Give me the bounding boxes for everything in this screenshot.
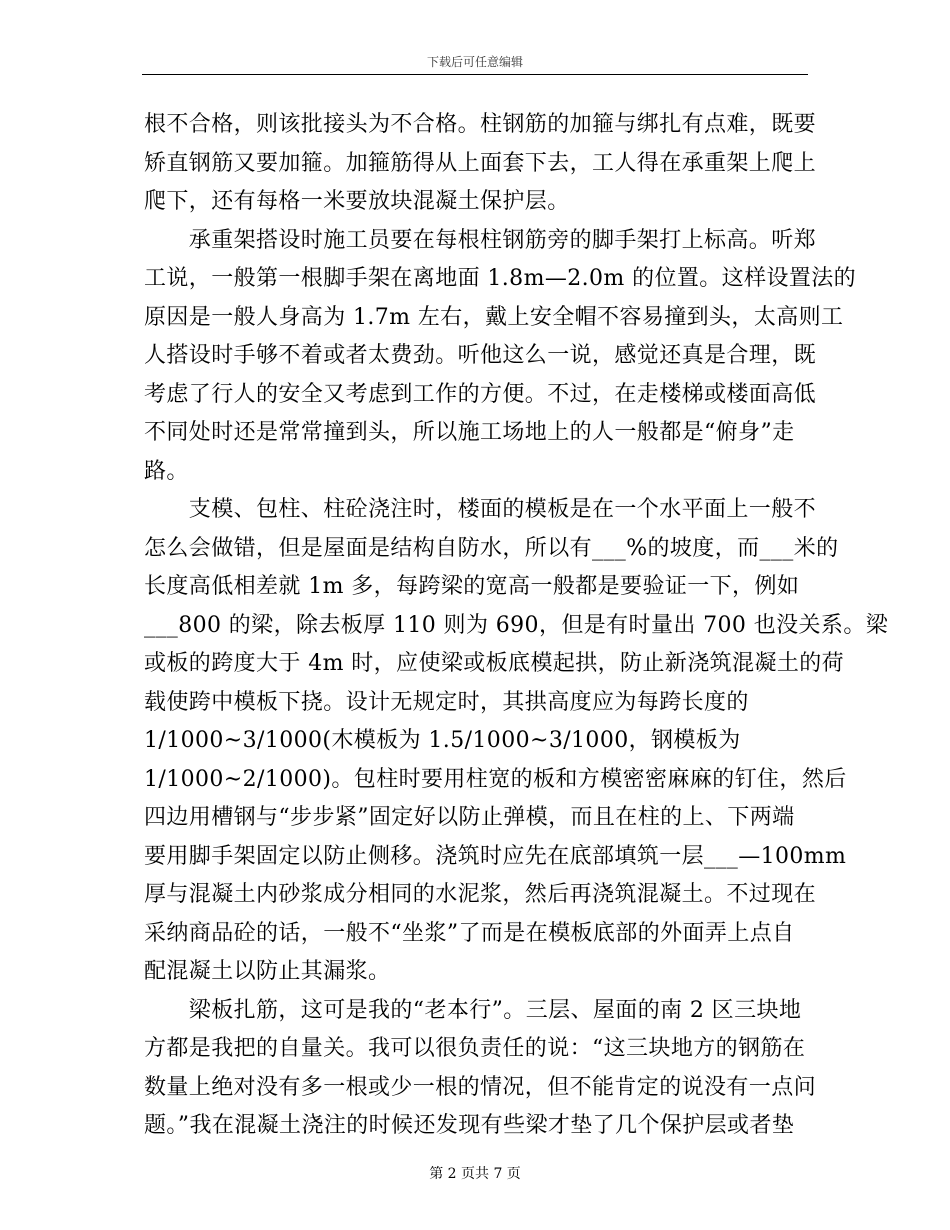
text-line: 原因是一般人身高为 1.7m 左右，戴上安全帽不容易撞到头，太高则工 (144, 304, 844, 330)
text-line: 或板的跨度大于 4m 时，应使梁或板底模起拱，防止新浇筑混凝土的荷 (144, 651, 845, 676)
text-line: 工说，一般第一根脚手架在离地面 1.8m—2.0m 的位置。这样设置法的 (144, 266, 857, 291)
text-line: 四边用槽钢与“步步紧”固定好以防止弹模，而且在柱的上、下两端 (144, 805, 795, 830)
text-line: 1/1000~2/1000)。包柱时要用柱宽的板和方模密密麻麻的钉住，然后 (144, 766, 847, 792)
text-line: 根不合格，则该批接头为不合格。柱钢筋的加箍与绑扎有点难，既要 (144, 112, 817, 137)
page-number-footer: 第 2 页共 7 页 (429, 1166, 521, 1182)
paragraph-1 (144, 106, 817, 222)
text-line: 承重架搭设时施工员要在每根柱钢筋旁的脚手架打上标高。听郑 (144, 227, 817, 253)
text-line: 支模、包柱、柱砼浇注时，楼面的模板是在一个水平面上一般不 (144, 497, 817, 522)
text-line: 长度高低相差就 1m 多，每跨梁的宽高一般都是要验证一下，例如 (144, 574, 800, 599)
paragraph-3 (144, 491, 889, 992)
text-line: 考虑了行人的安全又考虑到工作的方便。不过，在走楼梯或楼面高低 (144, 381, 817, 407)
text-line: 配混凝土以防止其漏浆。 (144, 959, 391, 984)
text-line: 题。”我在混凝土浇注的时候还发现有些梁才垫了几个保护层或者垫 (144, 1113, 795, 1138)
header-divider (142, 74, 808, 75)
text-line: 厚与混凝土内砂浆成分相同的水泥浆，然后再浇筑混凝土。不过现在 (144, 882, 817, 907)
text-line: 爬下，还有每格一米要放块混凝土保护层。 (144, 189, 570, 214)
text-line: 矫直钢筋又要加箍。加箍筋得从上面套下去，工人得在承重架上爬上 (144, 150, 817, 176)
text-line: 方都是我把的自量关。我可以很负责任的说：“这三块地方的钢筋在 (144, 1036, 806, 1061)
page-header: 下载后可任意编辑 (426, 55, 523, 69)
text-line: 1/1000~3/1000(木模板为 1.5/1000~3/1000，钢模板为 (144, 728, 741, 753)
text-line: 载使跨中模板下挠。设计无规定时，其拱高度应为每跨长度的 (144, 689, 749, 715)
text-line: 数量上绝对没有多一根或少一根的情况，但不能肯定的说没有一点问 (144, 1074, 817, 1100)
text-line: 人搭设时手够不着或者太费劲。听他这么一说，感觉还真是合理，既 (144, 343, 817, 368)
text-line: ___800 的梁，除去板厚 110 则为 690，但是有时量出 700 也没关系。梁 (144, 612, 889, 638)
paragraph-2 (144, 222, 857, 492)
text-line: 不同处时还是常常撞到头，所以施工场地上的人一般都是“俯身”走 (144, 420, 795, 445)
text-line: 要用脚手架固定以防止侧移。浇筑时应先在底部填筑一层___—100mm (144, 843, 847, 869)
document-body (144, 106, 889, 1146)
text-line: 怎么会做错，但是屋面是结构自防水，所以有___%的坡度，而___米的 (144, 535, 839, 561)
text-line: 梁板扎筋，这可是我的“老本行”。三层、屋面的南 2 区三块地 (144, 997, 802, 1023)
text-line: 采纳商品砼的话，一般不“坐浆”了而是在模板底部的外面弄上点自 (144, 920, 795, 946)
paragraph-4 (144, 992, 817, 1146)
text-line: 路。 (144, 458, 189, 484)
